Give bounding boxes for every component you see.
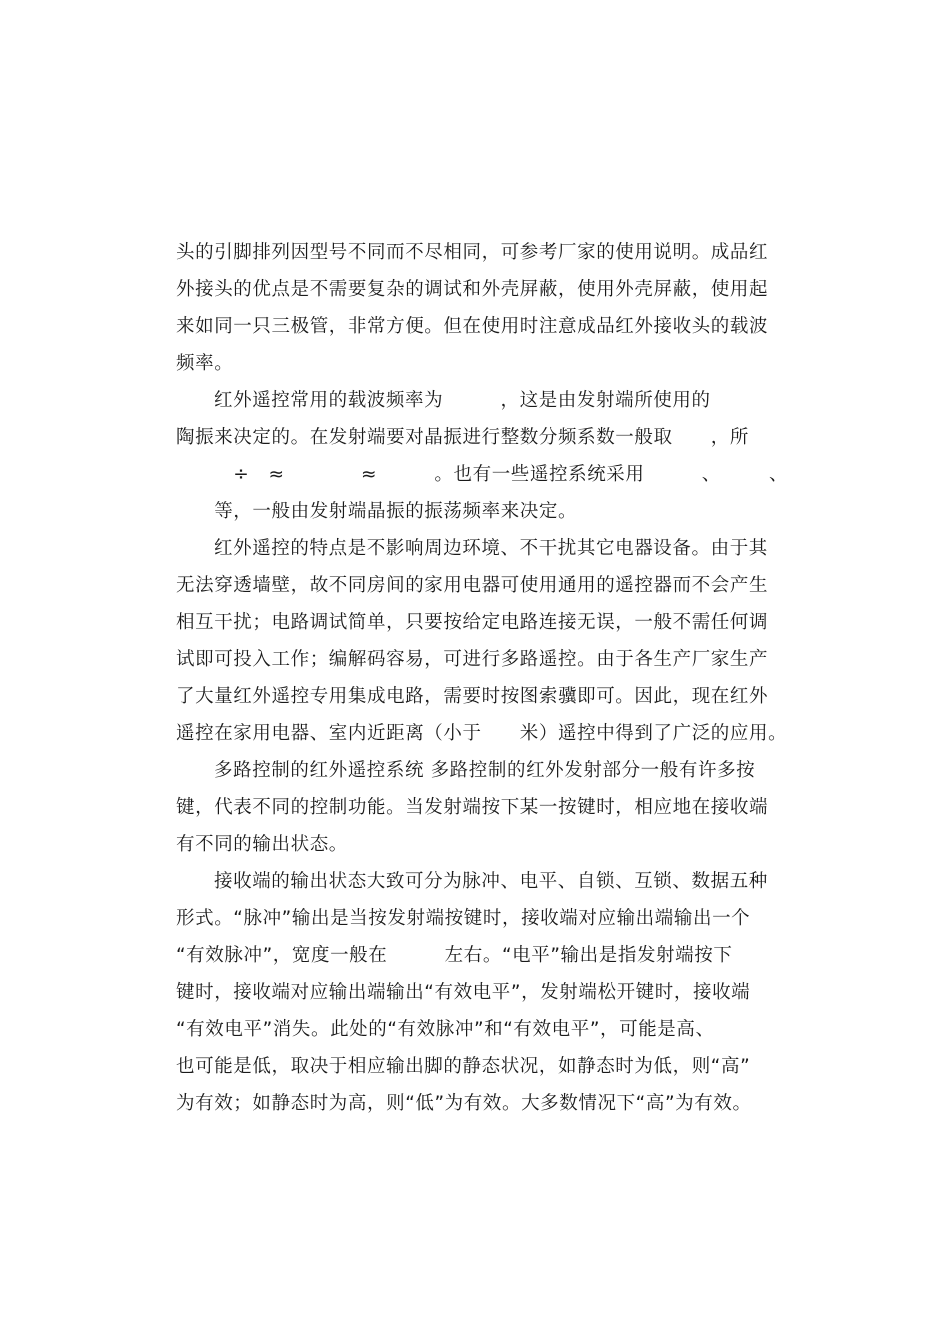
text-line: 相互干扰；电路调试简单，只要按给定电路连接无误，一般不需任何调 [176,612,769,633]
text-line: 接收端的输出状态大致可分为脉冲、电平、自锁、互锁、数据五种 [214,871,768,892]
paragraph-ir-receiver-notes [176,234,776,382]
paragraph-carrier-frequency [176,382,789,530]
text-line: 键时，接收端对应输出端输出“有效电平”，发射端松开键时，接收端 [176,982,751,1003]
text-line: “有效脉冲”，宽度一般在 左右。“电平”输出是指发射端按下 [176,945,733,966]
text-line: ÷ ≈ ≈ 。也有一些遥控系统采用 、 、 [176,464,789,485]
text-line: 陶振来决定的。在发射端要对晶振进行整数分频系数一般取 ，所 [176,427,750,448]
text-line: 形式。“脉冲”输出是当按发射端按键时，接收端对应输出端输出一个 [176,908,751,929]
text-line: 频率。 [176,353,234,374]
text-line: “有效电平”消失。此处的“有效脉冲”和“有效电平”，可能是高、 [176,1019,715,1040]
text-line: 多路控制的红外遥控系统 多路控制的红外发射部分一般有许多按 [214,760,756,781]
text-line: 键，代表不同的控制功能。当发射端按下某一按键时，相应地在接收端 [176,797,769,818]
text-line: 遥控在家用电器、室内近距离（小于 米）遥控中得到了广泛的应用。 [176,723,788,744]
text-line: 试即可投入工作；编解码容易，可进行多路遥控。由于各生产厂家生产 [176,649,769,670]
text-line: 了大量红外遥控专用集成电路，需要时按图索骥即可。因此，现在红外 [176,686,769,707]
document-body [176,234,789,1122]
text-line: 也可能是低，取决于相应输出脚的静态状况，如静态时为低，则“高” [176,1056,751,1077]
paragraph-multichannel-control [176,752,776,863]
paragraph-ir-features [176,530,788,752]
text-line: 为有效；如静态时为高，则“低”为有效。大多数情况下“高”为有效。 [176,1093,752,1114]
paragraph-output-states [176,863,776,1122]
text-line: 无法穿透墙壁，故不同房间的家用电器可使用通用的遥控器而不会产生 [176,575,769,596]
text-line: 红外遥控常用的载波频率为 ，这是由发射端所使用的 [214,390,711,411]
text-line: 红外遥控的特点是不影响周边环境、不干扰其它电器设备。由于其 [214,538,768,559]
text-line: 等，一般由发射端晶振的振荡频率来决定。 [176,501,578,522]
text-line: 来如同一只三极管，非常方便。但在使用时注意成品红外接收头的载波 [176,316,769,337]
text-line: 头的引脚排列因型号不同而不尽相同，可参考厂家的使用说明。成品红 [176,242,769,263]
text-line: 有不同的输出状态。 [176,834,348,855]
text-line: 外接头的优点是不需要复杂的调试和外壳屏蔽，使用外壳屏蔽，使用起 [176,279,769,300]
